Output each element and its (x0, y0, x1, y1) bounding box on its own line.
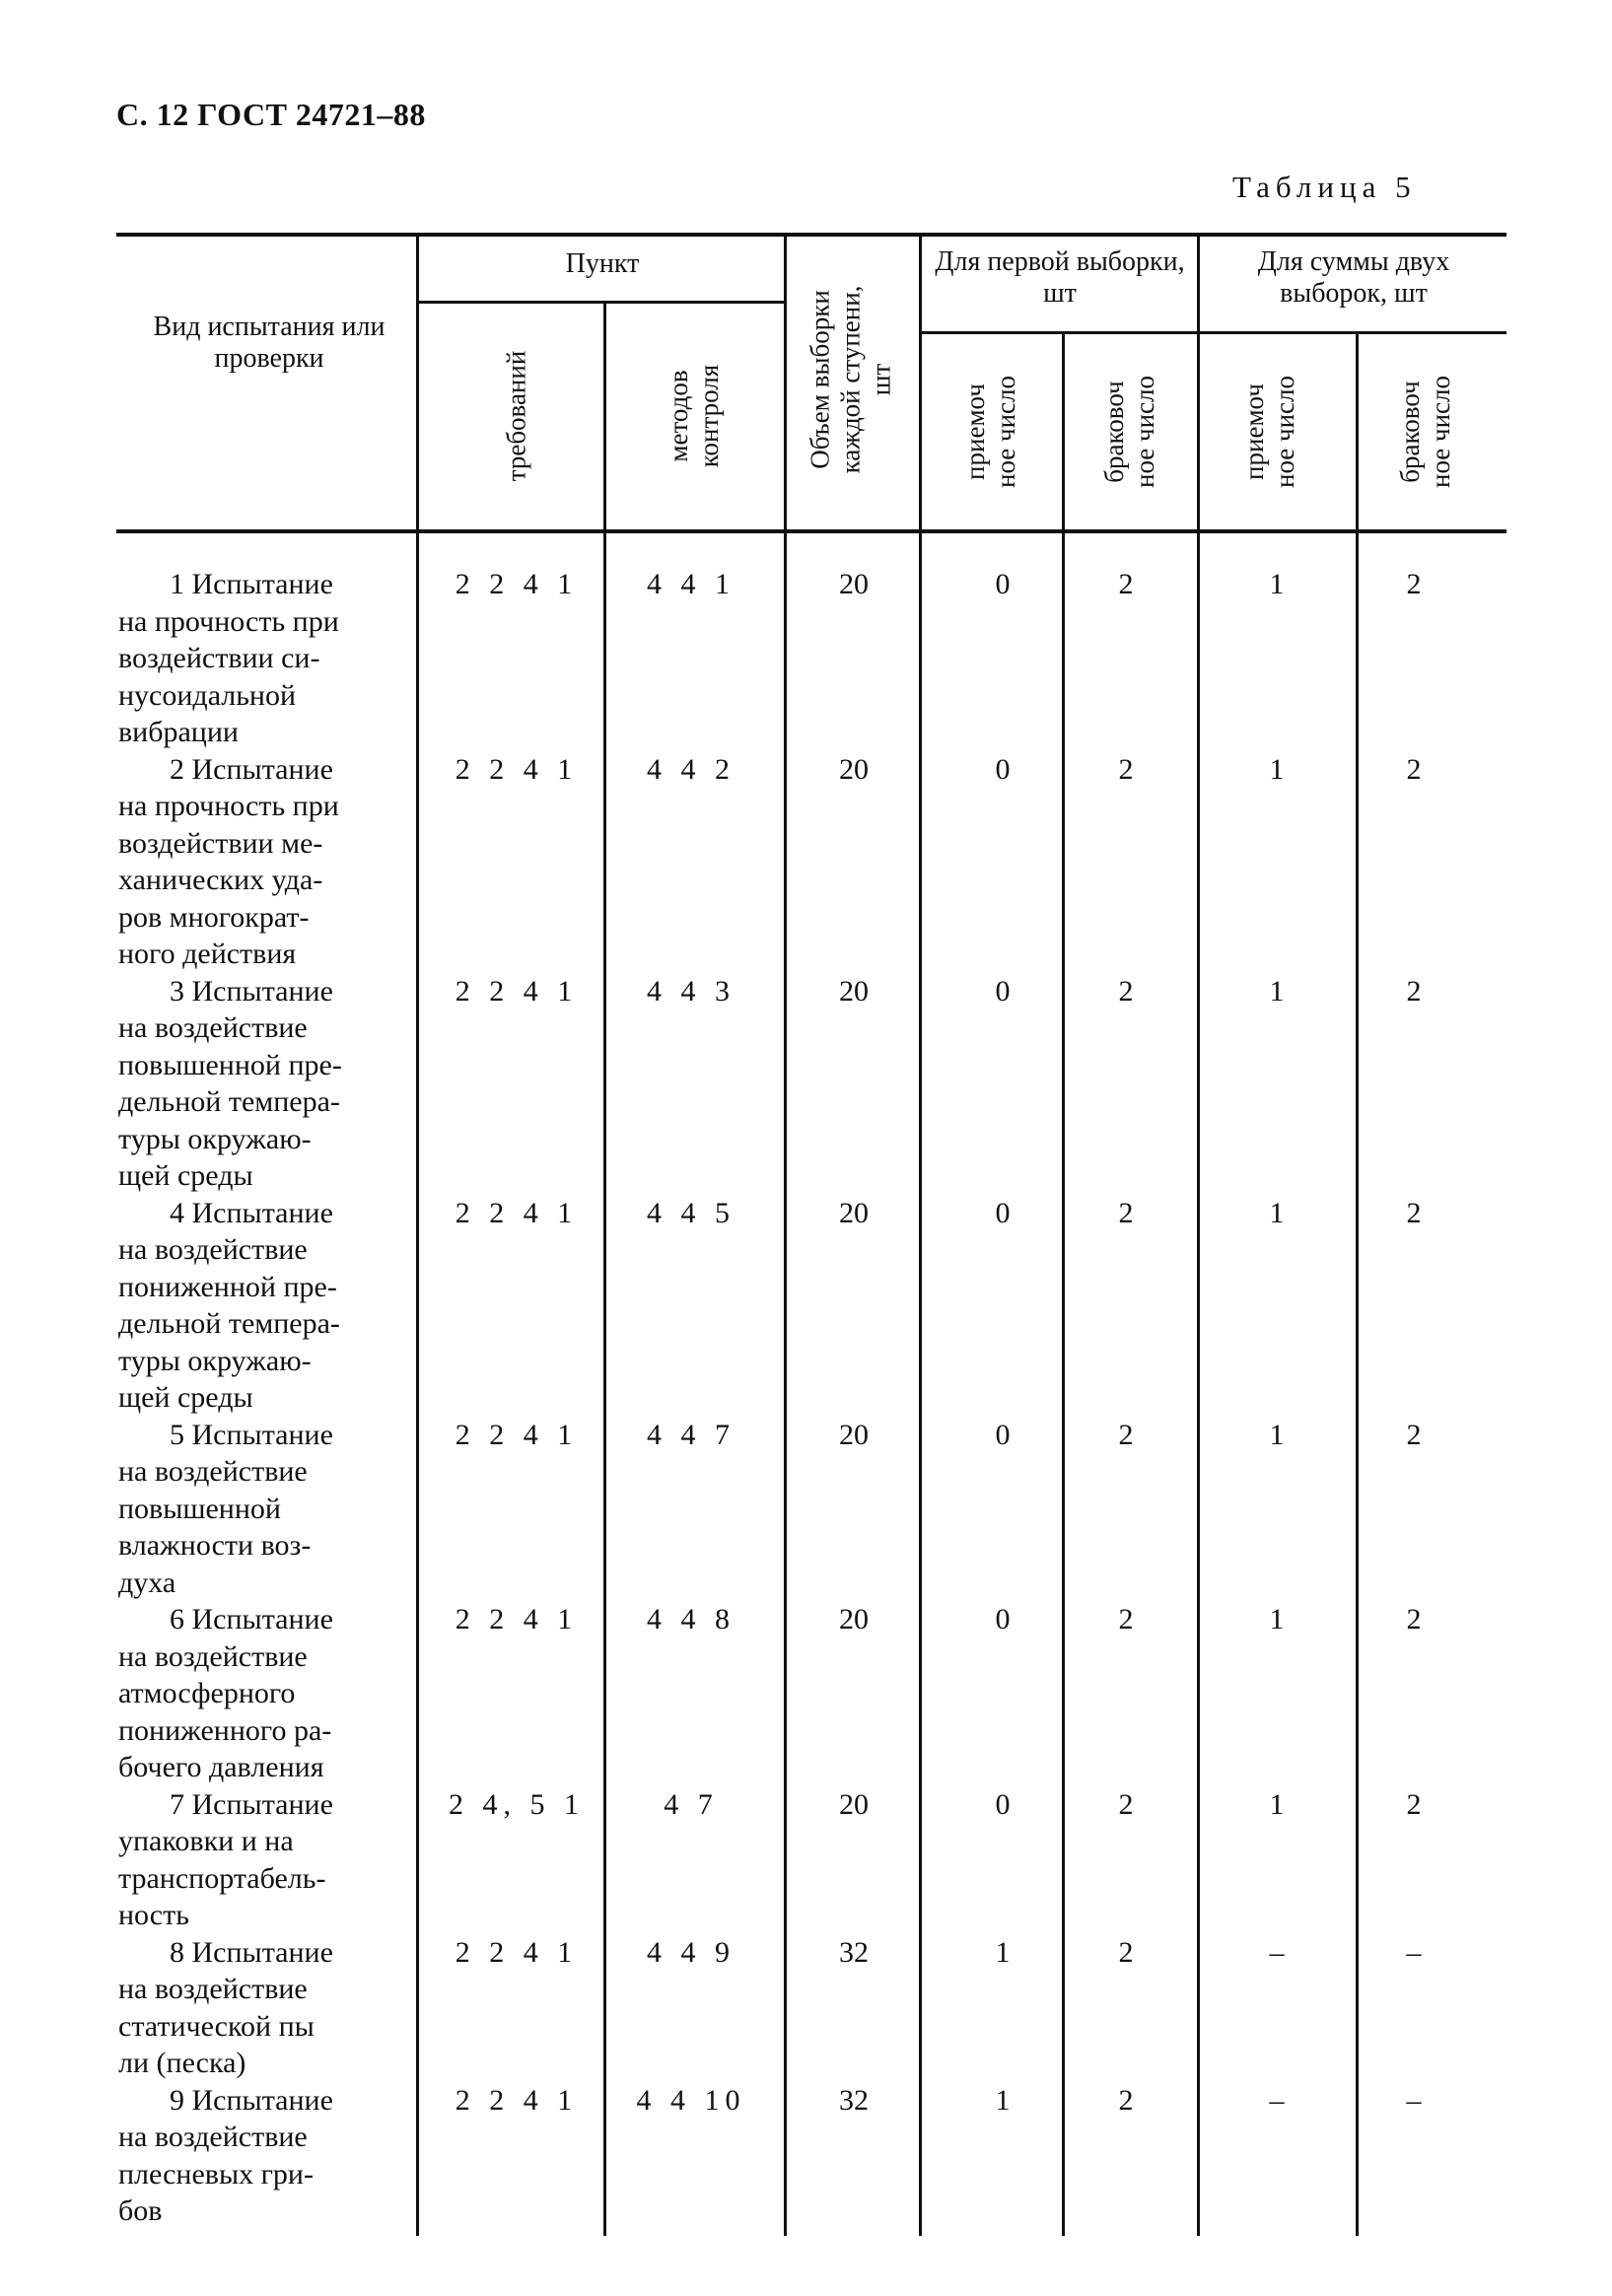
column-divider (1062, 333, 1065, 2236)
test-name-line: дельной темпера- (118, 1307, 340, 1340)
test-name-line: статической пы (118, 2009, 315, 2043)
clause-methods-cell: 4 4 3 (647, 974, 736, 1008)
header-reject-2-line2: ное число (1426, 376, 1455, 488)
test-name-line: 9 Испытание (170, 2083, 333, 2117)
header-sample-volume-line1: Объем выборки (805, 290, 835, 469)
accept-number-first-cell: 0 (995, 1787, 1011, 1821)
header-accept-1-line1: приемоч (960, 383, 990, 480)
sample-volume-cell: 20 (839, 1196, 869, 1229)
test-name-line: ного действия (118, 938, 297, 970)
test-name-line: упаковки и на (118, 1825, 294, 1857)
reject-number-sum-cell: 2 (1406, 1787, 1422, 1821)
accept-number-sum-cell: 1 (1269, 1603, 1285, 1635)
header-reject-2 (1395, 376, 1456, 488)
test-name-line: щей среды (118, 1159, 253, 1192)
clause-subheader-rule (418, 301, 785, 304)
table-top-rule (116, 233, 1507, 237)
clause-methods-cell: 4 4 5 (647, 1196, 736, 1229)
test-name (118, 1601, 414, 1786)
table-caption: Таблица 5 (1232, 170, 1417, 204)
test-name-line: щей среды (118, 1381, 253, 1414)
column-divider (1356, 333, 1359, 2236)
reject-number-first-cell: 2 (1118, 1935, 1134, 1969)
header-sample-volume (806, 286, 897, 474)
clause-requirements-cell: 2 2 4 1 (455, 1196, 579, 1229)
reject-number-first-cell: 2 (1118, 2083, 1134, 2117)
test-name-line: ли (песка) (118, 2047, 246, 2079)
accept-number-sum-cell: 1 (1269, 568, 1285, 600)
test-name-line: влажности воз- (118, 1529, 312, 1562)
header-clause: Пункт (565, 248, 640, 279)
header-reject-2-line1: браковоч (1395, 381, 1425, 483)
reject-number-first-cell: 2 (1118, 974, 1134, 1008)
sample-volume-cell: 20 (839, 974, 869, 1008)
header-accept-2-line1: приемоч (1239, 383, 1269, 480)
accept-number-first-cell: 0 (995, 1603, 1011, 1635)
test-name-line: повышенной (118, 1492, 281, 1525)
clause-requirements-cell: 2 2 4 1 (455, 1603, 579, 1635)
test-name (118, 1934, 414, 2082)
header-bottom-rule (116, 529, 1507, 533)
test-name-line: 2 Испытание (170, 752, 333, 786)
reject-number-sum-cell: 2 (1406, 974, 1422, 1008)
clause-requirements-cell: 2 2 4 1 (455, 1935, 579, 1969)
header-methods-line2: контроля (694, 364, 724, 468)
accept-number-sum-cell: 1 (1269, 1196, 1285, 1229)
test-name-line: повышенной пре- (118, 1048, 342, 1081)
accept-number-sum-cell: 1 (1269, 1787, 1285, 1821)
clause-methods-cell: 4 4 9 (647, 1935, 736, 1969)
test-name-line: на воздействие (118, 1639, 308, 1673)
reject-number-sum-cell: 2 (1406, 568, 1422, 600)
reject-number-first-cell: 2 (1118, 752, 1134, 786)
test-name-line: ров многократ- (118, 900, 310, 934)
sample-volume-cell: 20 (839, 1418, 869, 1451)
reject-number-sum-cell: 2 (1406, 1196, 1422, 1229)
reject-number-sum-cell: 2 (1406, 1603, 1422, 1635)
reject-number-sum-cell: – (1406, 1935, 1422, 1969)
test-name-line: 8 Испытание (170, 1935, 333, 1969)
test-name-line: духа (118, 1565, 176, 1599)
header-accept-1-line2: ное число (991, 376, 1020, 488)
test-name-line: на прочность при (118, 790, 339, 822)
accept-number-first-cell: 1 (995, 2083, 1011, 2117)
clause-methods-cell: 4 4 10 (636, 2083, 746, 2117)
test-name-line: ность (118, 1899, 189, 1931)
clause-methods-cell: 4 4 2 (647, 752, 736, 786)
test-name (118, 751, 414, 973)
column-divider (1197, 235, 1200, 2236)
header-accept-1 (960, 376, 1021, 488)
accept-number-first-cell: 1 (995, 1935, 1011, 1969)
accept-number-sum-cell: – (1269, 2083, 1285, 2117)
test-name-line: воздействии ме- (118, 826, 323, 860)
clause-requirements-cell: 2 4, 5 1 (449, 1787, 585, 1821)
test-name-line: бочего давления (118, 1751, 324, 1783)
accept-number-first-cell: 0 (995, 568, 1011, 600)
accept-number-sum-cell: 1 (1269, 752, 1285, 786)
header-first-sample: Для первой выборки, шт (935, 246, 1185, 309)
header-sample-volume-line2: каждой ступени, (835, 285, 866, 474)
reject-number-sum-cell: 2 (1406, 1418, 1422, 1451)
header-methods (664, 365, 725, 467)
clause-methods-cell: 4 4 7 (647, 1418, 736, 1451)
clause-requirements-cell: 2 2 4 1 (455, 2083, 579, 2117)
test-name-line: вибрации (118, 716, 239, 748)
header-methods-line1: методов (664, 370, 693, 462)
clause-methods-cell: 4 4 1 (647, 568, 736, 600)
test-name-line: бов (118, 2194, 163, 2227)
test-name-line: 4 Испытание (170, 1196, 333, 1229)
header-two-samples: Для суммы двух выборок, шт (1257, 246, 1450, 309)
test-name-line: туры окружаю- (118, 1122, 312, 1155)
header-requirements: требований (501, 350, 531, 482)
column-divider (919, 235, 922, 2236)
test-name (118, 1786, 414, 1934)
sample-volume-cell: 32 (839, 2083, 869, 2117)
column-divider (603, 302, 606, 2236)
accept-number-first-cell: 0 (995, 974, 1011, 1008)
two-samples-subheader-rule (1199, 331, 1507, 334)
reject-number-first-cell: 2 (1118, 1196, 1134, 1229)
test-name-line: нусоидальной (118, 678, 297, 712)
header-sample-volume-line3: шт (866, 363, 896, 396)
clause-requirements-cell: 2 2 4 1 (455, 974, 579, 1008)
test-name-line: плесневых гри- (118, 2157, 314, 2191)
reject-number-first-cell: 2 (1118, 568, 1134, 600)
sample-volume-cell: 32 (839, 1935, 869, 1969)
accept-number-sum-cell: – (1269, 1935, 1285, 1969)
sample-volume-cell: 20 (839, 568, 869, 600)
accept-number-first-cell: 0 (995, 1196, 1011, 1229)
test-name-line: 5 Испытание (170, 1418, 333, 1451)
header-reject-1-line1: браковоч (1099, 381, 1129, 483)
reject-number-first-cell: 2 (1118, 1418, 1134, 1451)
test-name-line: транспортабель- (118, 1861, 326, 1895)
clause-requirements-cell: 2 2 4 1 (455, 568, 579, 600)
header-reject-1 (1099, 376, 1160, 488)
header-accept-2 (1239, 376, 1300, 488)
test-name-line: атмосферного (118, 1677, 296, 1709)
test-name-line: ханических уда- (118, 864, 323, 896)
clause-requirements-cell: 2 2 4 1 (455, 1418, 579, 1451)
clause-methods-cell: 4 4 8 (647, 1603, 736, 1635)
test-name (118, 2082, 414, 2230)
reject-number-sum-cell: – (1406, 2083, 1422, 2117)
test-name-line: воздействии си- (118, 642, 320, 674)
sample-volume-cell: 20 (839, 1603, 869, 1635)
sample-volume-cell: 20 (839, 1787, 869, 1821)
reject-number-first-cell: 2 (1118, 1603, 1134, 1635)
column-divider (416, 235, 419, 2236)
column-divider (784, 235, 787, 2236)
sample-volume-cell: 20 (839, 752, 869, 786)
header-test-type: Вид испытания или проверки (153, 312, 385, 374)
test-name-line: 3 Испытание (170, 974, 333, 1008)
page-header: С. 12 ГОСТ 24721–88 (116, 97, 426, 132)
accept-number-sum-cell: 1 (1269, 974, 1285, 1008)
test-name-line: пониженной пре- (118, 1270, 337, 1303)
reject-number-first-cell: 2 (1118, 1787, 1134, 1821)
test-name-line: туры окружаю- (118, 1344, 312, 1377)
header-accept-2-line2: ное число (1270, 376, 1299, 488)
accept-number-first-cell: 0 (995, 752, 1011, 786)
test-name-line: пониженного ра- (118, 1713, 332, 1747)
clause-requirements-cell: 2 2 4 1 (455, 752, 579, 786)
test-name-line: на воздействие (118, 1011, 308, 1044)
test-name-line: на прочность при (118, 604, 339, 638)
test-name-line: 1 Испытание (170, 568, 333, 600)
accept-number-sum-cell: 1 (1269, 1418, 1285, 1451)
test-name-line: на воздействие (118, 1233, 308, 1266)
test-name (118, 1417, 414, 1602)
test-name-line: на воздействие (118, 1455, 308, 1488)
header-reject-1-line2: ное число (1130, 376, 1159, 488)
test-name (118, 1195, 414, 1417)
test-name-line: на воздействие (118, 2121, 308, 2153)
reject-number-sum-cell: 2 (1406, 752, 1422, 786)
test-name (118, 973, 414, 1195)
first-sample-subheader-rule (921, 331, 1197, 334)
test-name-line: 6 Испытание (170, 1603, 333, 1635)
test-name-line: на воздействие (118, 1973, 308, 2005)
test-name (118, 566, 414, 751)
test-name-line: дельной темпера- (118, 1085, 340, 1118)
clause-methods-cell: 4 7 (664, 1787, 719, 1821)
test-name-line: 7 Испытание (170, 1787, 333, 1821)
accept-number-first-cell: 0 (995, 1418, 1011, 1451)
